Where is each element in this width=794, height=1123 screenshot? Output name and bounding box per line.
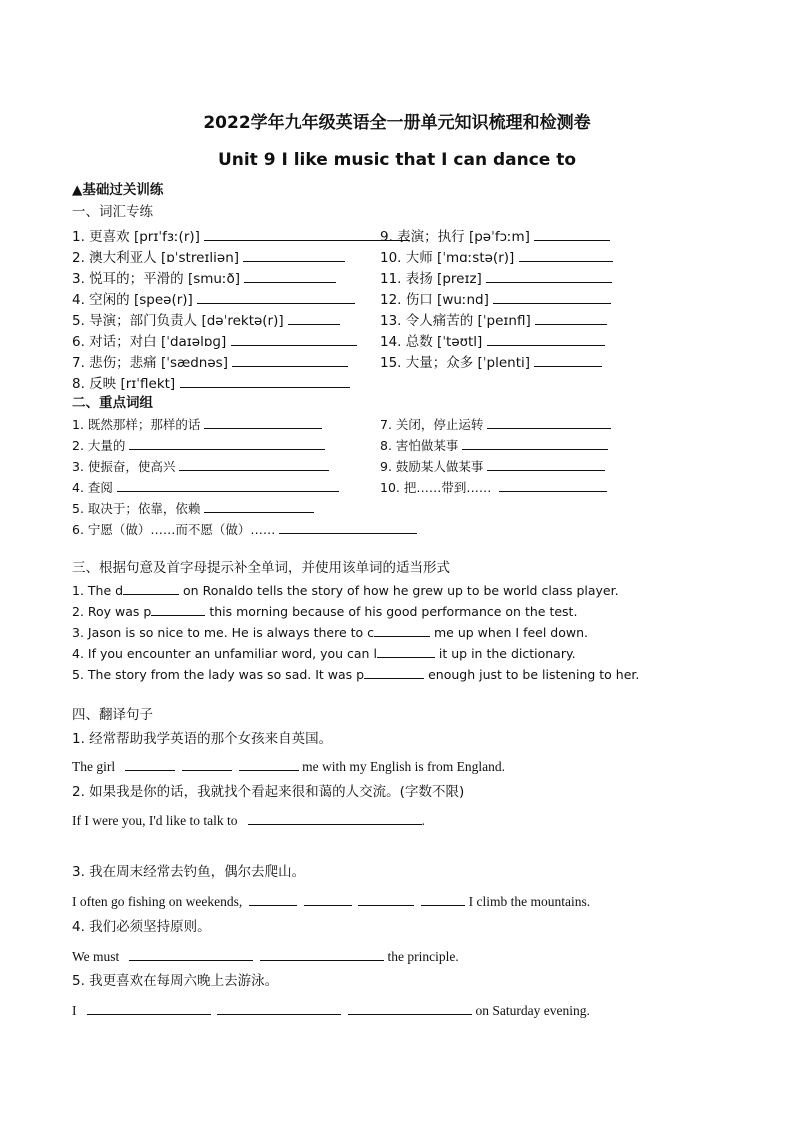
vocab-item: 10. 大师 [ˈmɑːstə(r)] <box>380 247 613 267</box>
vocab-item: 12. 伤口 [wuːnd] <box>380 289 611 309</box>
answer-blank[interactable] <box>260 946 384 961</box>
answer-blank[interactable] <box>197 289 355 304</box>
vocab-item: 8. 反映 [rɪˈflekt] <box>72 373 350 393</box>
answer-blank[interactable] <box>377 643 435 658</box>
phrase-item: 9. 鼓励某人做某事 <box>380 456 605 476</box>
vocab-heading: 一、词汇专练 <box>72 204 153 220</box>
fill-heading: 三、根据句意及首字母提示补全单词，并使用该单词的适当形式 <box>72 560 450 576</box>
vocab-item: 13. 令人痛苦的 [ˈpeɪnfl] <box>380 310 607 330</box>
answer-blank[interactable] <box>117 477 339 492</box>
answer-blank[interactable] <box>87 1000 211 1015</box>
translate-prompt: 5. 我更喜欢在每周六晚上去游泳。 <box>72 973 279 989</box>
answer-blank[interactable] <box>421 891 465 906</box>
answer-blank[interactable] <box>239 756 299 771</box>
vocab-item: 15. 大量；众多 [ˈplenti] <box>380 352 602 372</box>
answer-blank[interactable] <box>493 289 611 304</box>
answer-blank[interactable] <box>462 435 608 450</box>
answer-blank[interactable] <box>248 810 422 825</box>
fill-item: 3. Jason is so nice to me. He is always there to c me up when I feel down. <box>72 622 588 642</box>
answer-blank[interactable] <box>364 664 424 679</box>
answer-blank[interactable] <box>243 247 345 262</box>
translate-answer-line: We must the principle. <box>72 946 459 966</box>
fill-item: 1. The d on Ronaldo tells the story of how he grew up to be world class player. <box>72 580 619 600</box>
vocab-item: 9. 表演；执行 [pəˈfɔːm] <box>380 226 610 246</box>
answer-blank[interactable] <box>217 1000 341 1015</box>
fill-item: 5. The story from the lady was so sad. It was p enough just to be listening to her. <box>72 664 639 684</box>
translate-answer-line: If I were you, I'd like to talk to . <box>72 810 425 830</box>
translate-answer-line: The girl me with my English is from England. <box>72 756 505 776</box>
phrase-item: 1. 既然那样；那样的话 <box>72 414 322 434</box>
answer-blank[interactable] <box>487 414 611 429</box>
translate-heading: 四、翻译句子 <box>72 707 153 723</box>
answer-blank[interactable] <box>487 331 605 346</box>
answer-blank[interactable] <box>486 268 612 283</box>
answer-blank[interactable] <box>534 226 610 241</box>
answer-blank[interactable] <box>487 456 605 471</box>
unit-title: Unit 9 I like music that I can dance to <box>217 150 577 170</box>
answer-blank[interactable] <box>534 352 602 367</box>
section-basic-heading: ▲基础过关训练 <box>72 182 164 198</box>
vocab-item: 11. 表扬 [preɪz] <box>380 268 612 288</box>
answer-blank[interactable] <box>151 601 205 616</box>
answer-blank[interactable] <box>231 331 357 346</box>
answer-blank[interactable] <box>374 622 430 637</box>
answer-blank[interactable] <box>204 414 322 429</box>
phrases-heading: 二、重点词组 <box>72 395 153 411</box>
answer-blank[interactable] <box>182 756 232 771</box>
phrase-item: 3. 使振奋，使高兴 <box>72 456 329 476</box>
translate-prompt: 3. 我在周末经常去钓鱼，偶尔去爬山。 <box>72 864 306 880</box>
vocab-item: 14. 总数 [ˈtəʊtl] <box>380 331 605 351</box>
answer-blank[interactable] <box>180 373 350 388</box>
page-title: 2022学年九年级英语全一册单元知识梳理和检测卷 <box>203 113 591 133</box>
answer-blank[interactable] <box>123 580 179 595</box>
vocab-item: 2. 澳大利亚人 [ɒˈstreɪliən] <box>72 247 345 267</box>
answer-blank[interactable] <box>129 435 325 450</box>
phrase-item: 5. 取决于；依靠，依赖 <box>72 498 314 518</box>
answer-blank[interactable] <box>519 247 613 262</box>
translate-prompt: 4. 我们必须坚持原则。 <box>72 919 211 935</box>
vocab-item: 5. 导演；部门负责人 [dəˈrektə(r)] <box>72 310 340 330</box>
vocab-item: 1. 更喜欢 [prɪˈfɜː(r)] <box>72 226 410 246</box>
phrase-item: 6. 宁愿（做）……而不愿（做）…… <box>72 519 417 539</box>
phrase-item: 10. 把……带到…… <box>380 477 607 497</box>
answer-blank[interactable] <box>204 498 314 513</box>
answer-blank[interactable] <box>125 756 175 771</box>
vocab-item: 7. 悲伤；悲痛 [ˈsædnəs] <box>72 352 348 372</box>
translate-prompt: 1. 经常帮助我学英语的那个女孩来自英国。 <box>72 731 333 747</box>
fill-item: 2. Roy was p this morning because of his good performance on the test. <box>72 601 577 621</box>
answer-blank[interactable] <box>179 456 329 471</box>
translate-answer-line: I often go fishing on weekends, I climb the mountains. <box>72 891 590 911</box>
vocab-item: 4. 空闲的 [speə(r)] <box>72 289 355 309</box>
translate-answer-line: I on Saturday evening. <box>72 1000 590 1020</box>
answer-blank[interactable] <box>249 891 297 906</box>
answer-blank[interactable] <box>244 268 336 283</box>
phrase-item: 4. 查阅 <box>72 477 339 497</box>
answer-blank[interactable] <box>535 310 607 325</box>
fill-item: 4. If you encounter an unfamiliar word, you can l it up in the dictionary. <box>72 643 576 663</box>
answer-blank[interactable] <box>232 352 348 367</box>
phrase-item: 7. 关闭，停止运转 <box>380 414 611 434</box>
answer-blank[interactable] <box>499 477 607 492</box>
answer-blank[interactable] <box>348 1000 472 1015</box>
phrase-item: 2. 大量的 <box>72 435 325 455</box>
vocab-item: 3. 悦耳的；平滑的 [smuːð] <box>72 268 336 288</box>
answer-blank[interactable] <box>358 891 414 906</box>
answer-blank[interactable] <box>304 891 352 906</box>
translate-prompt: 2. 如果我是你的话，我就找个看起来很和蔼的人交流。(字数不限) <box>72 784 465 800</box>
vocab-item: 6. 对话；对白 [ˈdaɪəlɒɡ] <box>72 331 357 351</box>
phrase-item: 8. 害怕做某事 <box>380 435 608 455</box>
answer-blank[interactable] <box>279 519 417 534</box>
answer-blank[interactable] <box>129 946 253 961</box>
answer-blank[interactable] <box>288 310 340 325</box>
